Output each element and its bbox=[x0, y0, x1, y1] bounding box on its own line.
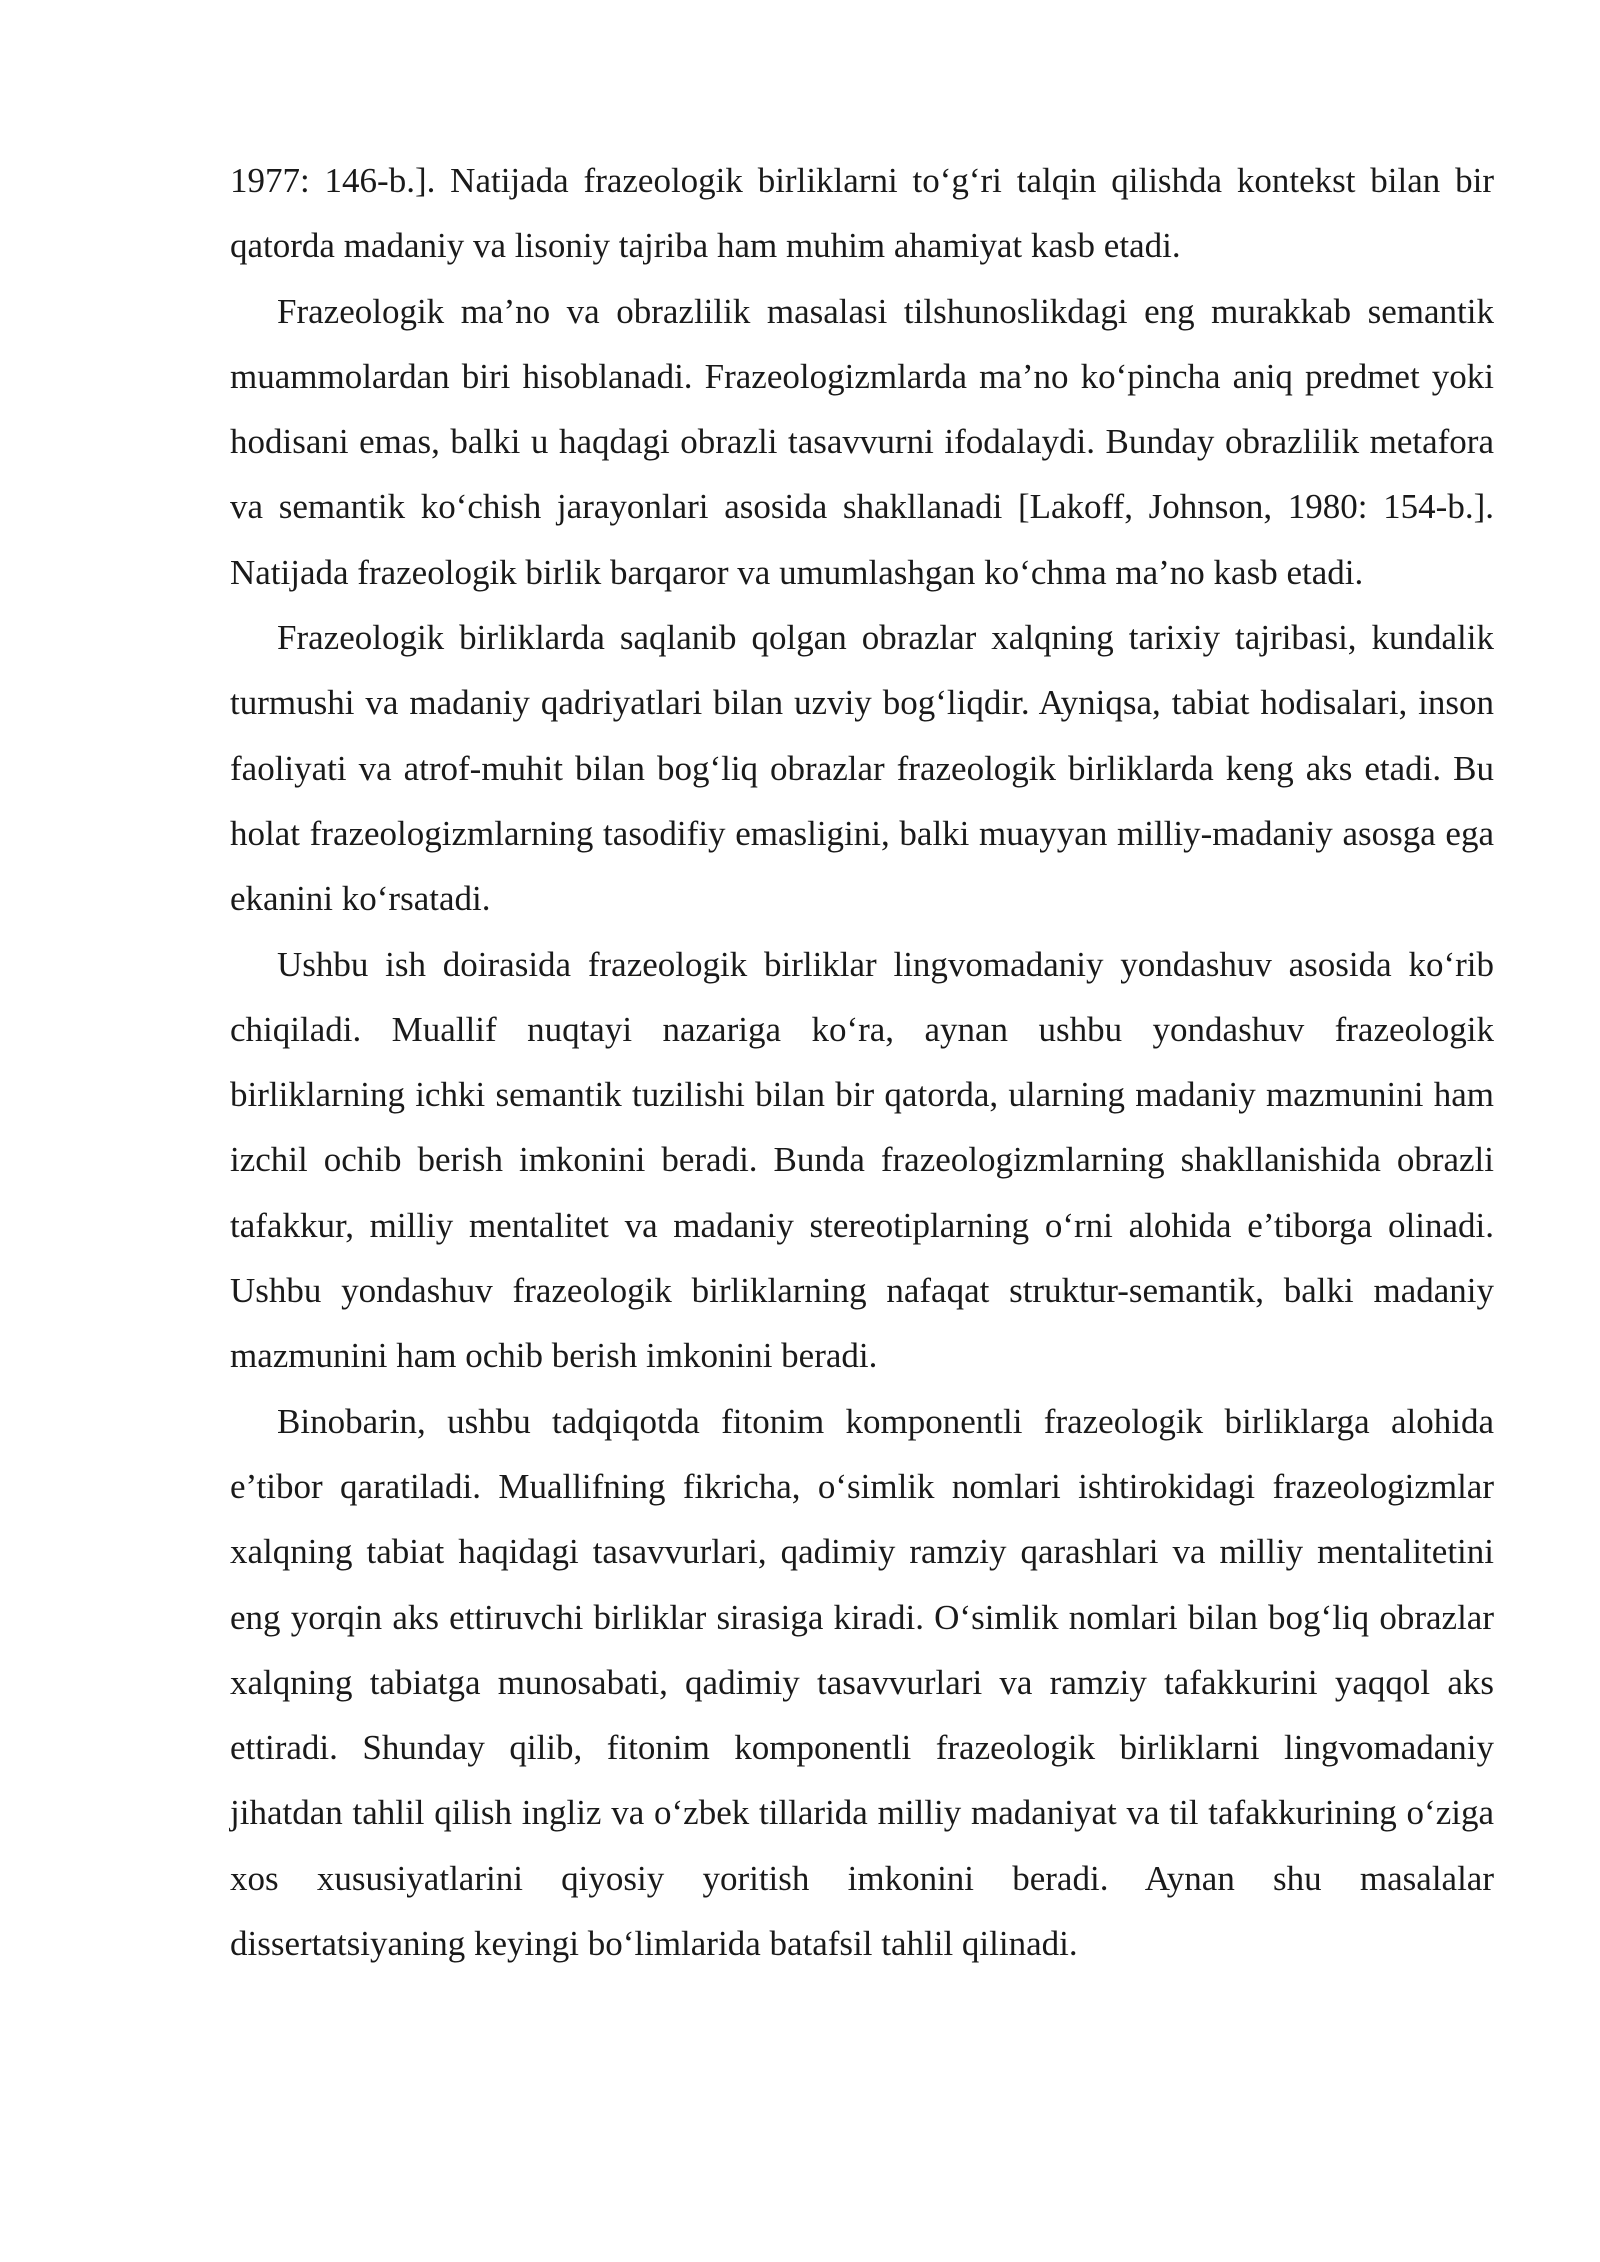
paragraph-phytonym-units: Binobarin, ushbu tadqiqotda fitonim komponentli frazeologik birliklarga alohida e’tibor qaratiladi. Muallifning fikricha, o‘simlik nomlari ishtirokidagi frazeologizmlar xalqning tabiat haqidagi tasavvurlari, qadimiy ramziy qarashlari va milliy mentalitetini eng yorqin aks ettiruvchi birliklar sirasiga kiradi. O‘simlik nomlari bilan bog‘liq obrazlar xalqning tabiatga munosabati, qadimiy tasavvurlari va ramziy tafakkurini yaqqol aks ettiradi. Shunday qilib, fitonim komponentli frazeologik birliklarni lingvomadaniy jihatdan tahlil qilish ingliz va o‘zbek tillarida milliy madaniyat va til tafakkurining o‘ziga xos xususiyatlarini qiyosiy yoritish imkonini beradi. Aynan shu masalalar dissertatsiyaning keyingi bo‘limlarida batafsil tahlil qilinadi. bbox=[230, 1401, 1494, 1964]
paragraph-phraseological-meaning: Frazeologik ma’no va obrazlilik masalasi tilshunoslikdagi eng murakkab semantik muammolardan biri hisoblanadi. Frazeologizmlarda ma’no ko‘pincha aniq predmet yoki hodisani emas, balki u haqdagi obrazli tasavvurni ifodalaydi. Bunday obrazlilik metafora va semantik ko‘chish jarayonlari asosida shakllanadi [Lakoff, Johnson, 1980: 154-b.]. Natijada frazeologik birlik barqaror va umumlashgan ko‘chma ma’no kasb etadi. bbox=[230, 291, 1494, 592]
paragraph-continuation: 1977: 146-b.]. Natijada frazeologik birliklarni to‘g‘ri talqin qilishda kontekst bilan bir qatorda madaniy va lisoniy tajriba ham muhim ahamiyat kasb etadi. bbox=[230, 161, 1494, 266]
document-page bbox=[230, 148, 1494, 1976]
paragraph-images-in-phraseology: Frazeologik birliklarda saqlanib qolgan obrazlar xalqning tarixiy tajribasi, kundalik turmushi va madaniy qadriyatlari bilan uzviy bog‘liqdir. Ayniqsa, tabiat hodisalari, inson faoliyati va atrof-muhit bilan bog‘liq obrazlar frazeologik birliklarda keng aks etadi. Bu holat frazeologizmlarning tasodifiy emasligini, balki muayyan milliy-madaniy asosga ega ekanini ko‘rsatadi. bbox=[230, 618, 1494, 919]
paragraph-linguocultural-approach: Ushbu ish doirasida frazeologik birliklar lingvomadaniy yondashuv asosida ko‘rib chiqiladi. Muallif nuqtayi nazariga ko‘ra, aynan ushbu yondashuv frazeologik birliklarning ichki semantik tuzilishi bilan bir qatorda, ularning madaniy mazmunini ham izchil ochib berish imkonini beradi. Bunda frazeologizmlarning shakllanishida obrazli tafakkur, milliy mentalitet va madaniy stereotiplarning o‘rni alohida e’tiborga olinadi. Ushbu yondashuv frazeologik birliklarning nafaqat struktur-semantik, balki madaniy mazmunini ham ochib berish imkonini beradi. bbox=[230, 944, 1494, 1376]
